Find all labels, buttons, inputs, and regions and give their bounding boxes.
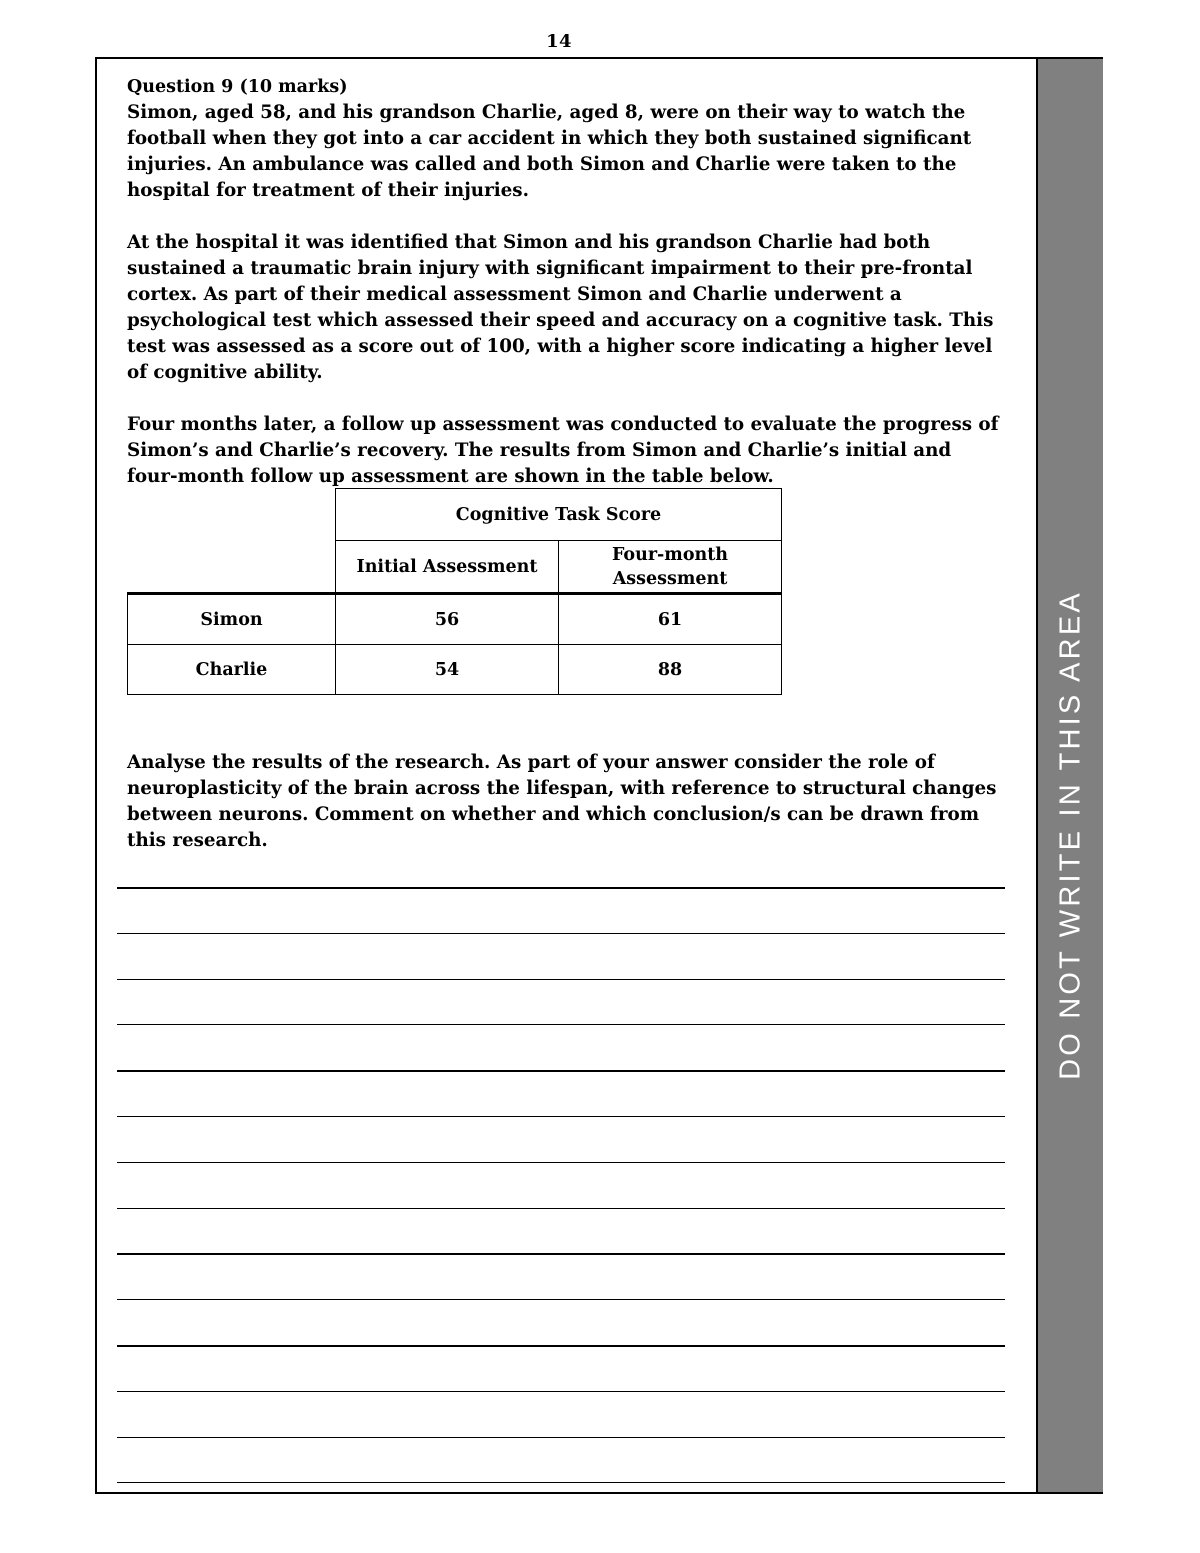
answer-line[interactable] [117, 1024, 1005, 1025]
column-header-four-month [559, 541, 782, 594]
margin-notice: DO NOT WRITE IN THIS AREA [1054, 590, 1086, 1080]
followup-paragraph: Four months later, a follow up assessment was conducted to evaluate the progress of Simon’s and Charlie’s recovery. The results from Simon and Charlie’s initial and four-month follow up assessment are shown in the table below. [127, 414, 999, 487]
cell-four-month: 88 [559, 645, 782, 695]
column-header-initial: Initial Assessment [336, 541, 559, 594]
answer-line[interactable] [117, 1391, 1005, 1392]
answer-line[interactable] [117, 1162, 1005, 1164]
row-name: Charlie [128, 645, 336, 695]
table-corner-lower [128, 541, 336, 594]
cell-initial: 54 [336, 645, 559, 695]
answer-line[interactable] [117, 887, 1005, 889]
answer-line[interactable] [117, 1437, 1005, 1439]
question-title: Question 9 (10 marks) [127, 77, 348, 97]
table-corner [128, 489, 336, 541]
page-number: 14 [546, 31, 572, 52]
cell-initial: 56 [336, 594, 559, 645]
answer-line[interactable] [117, 1345, 1005, 1347]
table-group-header: Cognitive Task Score [336, 489, 782, 541]
table-row [128, 645, 782, 695]
assessment-paragraph: At the hospital it was identified that Simon and his grandson Charlie had both sustained a traumatic brain injury with significant impairment to their pre-frontal cortex. As part of their medical assessment Simon and Charlie underwent a psychological test which assessed their speed and accuracy on a cognitive task. This test was assessed as a score out of 100, with a higher score indicating a higher level of cognitive ability. [127, 232, 994, 383]
answer-line[interactable] [117, 979, 1005, 981]
question-body [127, 74, 1007, 490]
answer-line[interactable] [117, 933, 1005, 934]
scenario-paragraph: Simon, aged 58, and his grandson Charlie, aged 8, were on their way to watch the football when they got into a car accident in which they both sustained significant injuries. An ambulance was called and both Simon and Charlie were taken to the hospital for treatment of their injuries. [127, 102, 972, 201]
row-name: Simon [128, 594, 336, 645]
answer-line[interactable] [117, 1070, 1005, 1072]
answer-line[interactable] [117, 1482, 1005, 1483]
answer-line[interactable] [117, 1253, 1005, 1255]
answer-line[interactable] [117, 1299, 1005, 1300]
table-row [128, 594, 782, 645]
question-prompt: Analyse the results of the research. As part of your answer consider the role of neuroplasticity of the brain across the lifespan, with reference to structural changes between neurons. Comment on whether and which conclusion/s can be drawn from this research. [127, 752, 997, 851]
answer-line[interactable] [117, 1208, 1005, 1209]
margin-strip [1036, 59, 1103, 1492]
score-table [127, 488, 782, 695]
column-header-four-month-text: Four-month Assessment [611, 544, 729, 589]
cell-four-month: 61 [559, 594, 782, 645]
answer-line[interactable] [117, 1116, 1005, 1117]
